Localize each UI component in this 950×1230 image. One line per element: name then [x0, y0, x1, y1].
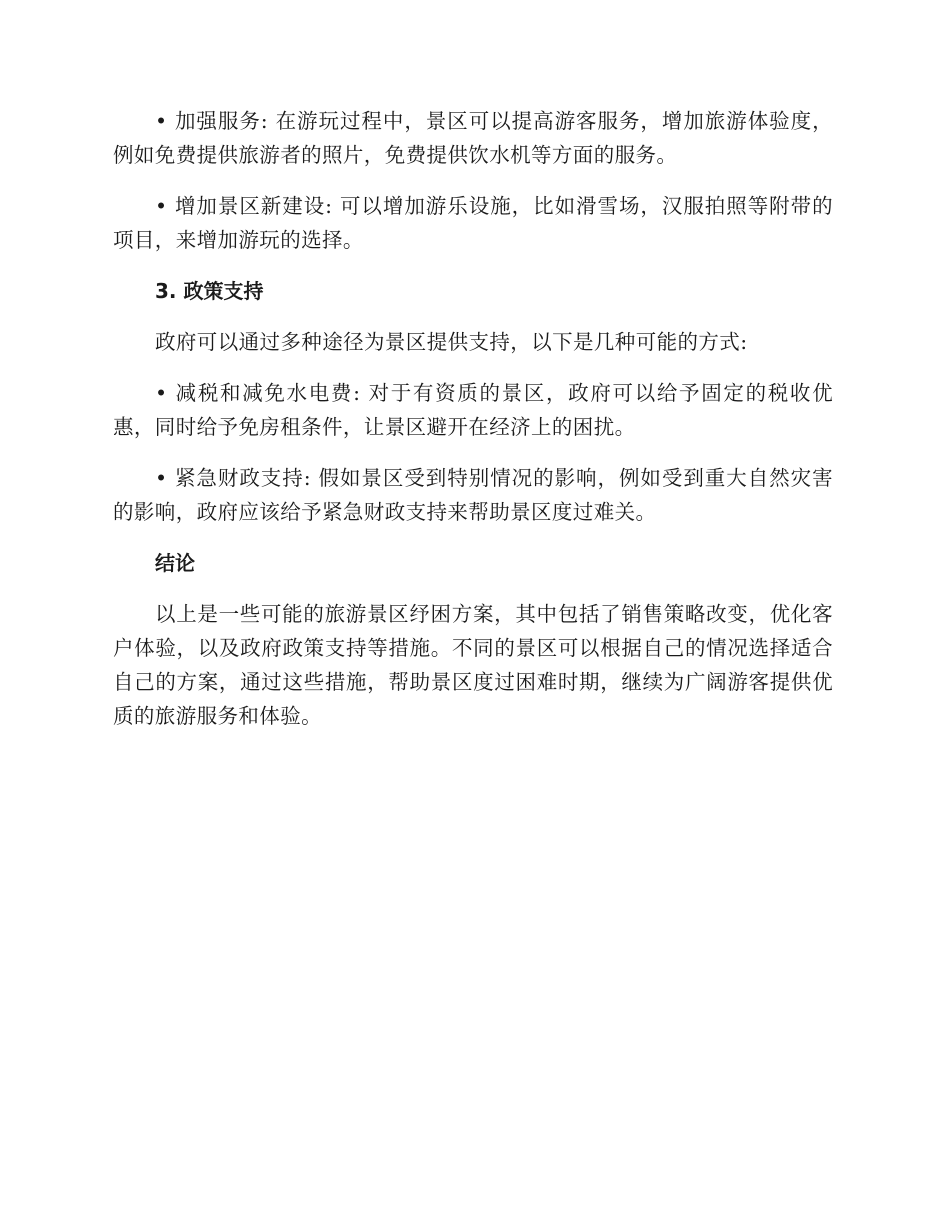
bullet-paragraph-tax: • 减税和减免水电费: 对于有资质的景区，政府可以给予固定的税收优惠，同时给予免房租条件，让景区避开在经济上的困扰。	[113, 381, 833, 439]
section-heading-policy: 3. 政策支持	[155, 279, 264, 303]
document-page	[113, 104, 833, 750]
bullet-paragraph-emergency: • 紧急财政支持: 假如景区受到特别情况的影响，例如受到重大自然灾害的影响，政府应该给予紧急财政支持来帮助景区度过难关。	[113, 466, 833, 524]
section-heading-conclusion: 结论	[155, 551, 195, 575]
paragraph-conclusion: 以上是一些可能的旅游景区纾困方案，其中包括了销售策略改变，优化客户体验，以及政府政策支持等措施。不同的景区可以根据自己的情况选择适合自己的方案，通过这些措施，帮助景区度过困难时期，继续为广阔游客提供优质的旅游服务和体验。	[113, 602, 833, 728]
bullet-paragraph-service: • 加强服务: 在游玩过程中，景区可以提高游客服务，增加旅游体验度，例如免费提供旅游者的照片，免费提供饮水机等方面的服务。	[113, 109, 833, 167]
bullet-paragraph-construction: • 增加景区新建设: 可以增加游乐设施，比如滑雪场，汉服拍照等附带的项目，来增加游玩的选择。	[113, 194, 833, 252]
paragraph-policy-intro: 政府可以通过多种途径为景区提供支持，以下是几种可能的方式:	[155, 330, 748, 354]
